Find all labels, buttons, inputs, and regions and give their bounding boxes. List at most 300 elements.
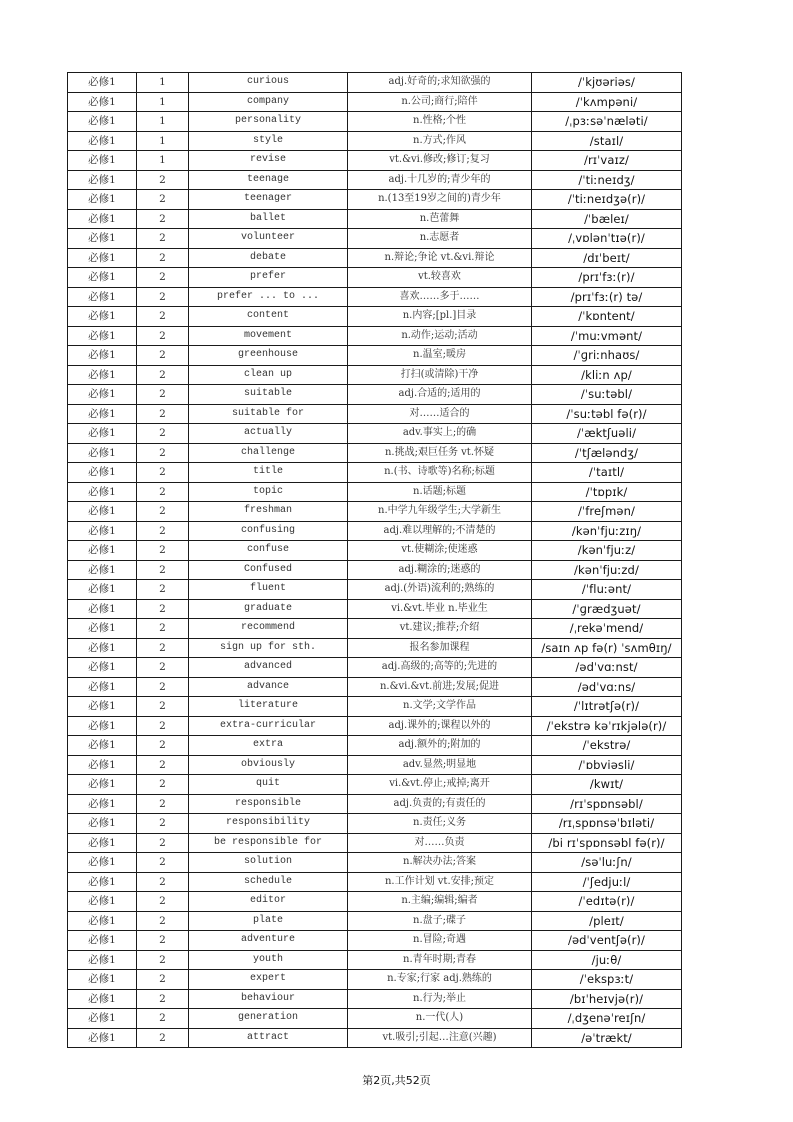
cell-textbook: 必修1 [68, 248, 137, 268]
table-row [68, 697, 682, 717]
table-row [68, 541, 682, 561]
table-row [68, 73, 682, 93]
cell-word: personality [189, 112, 348, 132]
cell-phonetic: /ˈkʌmpəni/ [532, 92, 682, 112]
cell-phonetic: /ˈedɪtə(r)/ [532, 892, 682, 912]
cell-meaning: n.动作;运动;活动 [348, 326, 532, 346]
cell-meaning: n.解决办法;答案 [348, 853, 532, 873]
cell-phonetic: /ədˈvɑːnst/ [532, 658, 682, 678]
table-row [68, 482, 682, 502]
cell-unit: 2 [137, 307, 189, 327]
cell-word: responsibility [189, 814, 348, 834]
cell-phonetic: /ˈɡriːnhaʊs/ [532, 346, 682, 366]
cell-phonetic: /ˈlɪtrətʃə(r)/ [532, 697, 682, 717]
cell-meaning: adj.难以理解的;不清楚的 [348, 521, 532, 541]
cell-textbook: 必修1 [68, 424, 137, 444]
cell-phonetic: /staɪl/ [532, 131, 682, 151]
cell-phonetic: /kənˈfjuːzɪŋ/ [532, 521, 682, 541]
table-row [68, 833, 682, 853]
table-row [68, 307, 682, 327]
cell-unit: 2 [137, 989, 189, 1009]
cell-unit: 1 [137, 112, 189, 132]
cell-meaning: n.专家;行家 adj.熟练的 [348, 970, 532, 990]
cell-meaning: adj.十几岁的;青少年的 [348, 170, 532, 190]
table-row [68, 112, 682, 132]
cell-word: generation [189, 1009, 348, 1029]
cell-phonetic: /ˌrekəˈmend/ [532, 619, 682, 639]
cell-unit: 2 [137, 268, 189, 288]
cell-word: confusing [189, 521, 348, 541]
cell-textbook: 必修1 [68, 385, 137, 405]
cell-phonetic: /kwɪt/ [532, 775, 682, 795]
table-row [68, 326, 682, 346]
cell-word: be responsible for [189, 833, 348, 853]
cell-phonetic: /bɪˈheɪvjə(r)/ [532, 989, 682, 1009]
cell-unit: 2 [137, 209, 189, 229]
cell-word: greenhouse [189, 346, 348, 366]
cell-textbook: 必修1 [68, 287, 137, 307]
cell-phonetic: /rɪˈspɒnsəbl/ [532, 794, 682, 814]
cell-meaning: adv.事实上;的确 [348, 424, 532, 444]
cell-textbook: 必修1 [68, 599, 137, 619]
cell-unit: 2 [137, 229, 189, 249]
table-row [68, 229, 682, 249]
cell-textbook: 必修1 [68, 638, 137, 658]
cell-meaning: n.芭蕾舞 [348, 209, 532, 229]
cell-word: prefer ... to ... [189, 287, 348, 307]
cell-meaning: n.内容;[pl.]目录 [348, 307, 532, 327]
cell-unit: 2 [137, 560, 189, 580]
cell-meaning: n.(13至19岁之间的)青少年 [348, 190, 532, 210]
table-row [68, 170, 682, 190]
cell-word: debate [189, 248, 348, 268]
cell-meaning: n.公司;商行;陪伴 [348, 92, 532, 112]
cell-meaning: n.工作计划 vt.安排;预定 [348, 872, 532, 892]
cell-phonetic: /ˈtʃæləndʒ/ [532, 443, 682, 463]
cell-textbook: 必修1 [68, 872, 137, 892]
cell-textbook: 必修1 [68, 794, 137, 814]
table-row [68, 365, 682, 385]
cell-word: solution [189, 853, 348, 873]
cell-textbook: 必修1 [68, 482, 137, 502]
cell-unit: 2 [137, 794, 189, 814]
table-row [68, 736, 682, 756]
cell-unit: 2 [137, 677, 189, 697]
table-row [68, 775, 682, 795]
table-row [68, 814, 682, 834]
cell-phonetic: /ˈfluːənt/ [532, 580, 682, 600]
table-row [68, 872, 682, 892]
cell-word: expert [189, 970, 348, 990]
cell-word: teenager [189, 190, 348, 210]
cell-word: plate [189, 911, 348, 931]
cell-unit: 2 [137, 443, 189, 463]
cell-phonetic: /ˈæktʃuəli/ [532, 424, 682, 444]
cell-meaning: n.责任;义务 [348, 814, 532, 834]
cell-textbook: 必修1 [68, 580, 137, 600]
cell-unit: 2 [137, 521, 189, 541]
cell-phonetic: /prɪˈfɜː(r) tə/ [532, 287, 682, 307]
cell-meaning: n.方式;作风 [348, 131, 532, 151]
table-row [68, 755, 682, 775]
cell-textbook: 必修1 [68, 151, 137, 171]
cell-phonetic: /ədˈventʃə(r)/ [532, 931, 682, 951]
cell-meaning: adj.糊涂的;迷惑的 [348, 560, 532, 580]
cell-unit: 1 [137, 151, 189, 171]
cell-textbook: 必修1 [68, 658, 137, 678]
cell-phonetic: /ˈbæleɪ/ [532, 209, 682, 229]
cell-phonetic: /ˈʃedjuːl/ [532, 872, 682, 892]
table-row [68, 424, 682, 444]
cell-unit: 2 [137, 482, 189, 502]
table-row [68, 463, 682, 483]
cell-textbook: 必修1 [68, 814, 137, 834]
cell-textbook: 必修1 [68, 170, 137, 190]
cell-phonetic: /ˈtiːneɪdʒə(r)/ [532, 190, 682, 210]
table-row [68, 716, 682, 736]
cell-textbook: 必修1 [68, 326, 137, 346]
cell-phonetic: /ˈtaɪtl/ [532, 463, 682, 483]
cell-textbook: 必修1 [68, 1028, 137, 1048]
cell-phonetic: /juːθ/ [532, 950, 682, 970]
cell-word: suitable [189, 385, 348, 405]
table-row [68, 970, 682, 990]
cell-meaning: n.主编;编辑;编者 [348, 892, 532, 912]
cell-textbook: 必修1 [68, 502, 137, 522]
cell-unit: 2 [137, 697, 189, 717]
cell-textbook: 必修1 [68, 365, 137, 385]
cell-unit: 1 [137, 131, 189, 151]
cell-meaning: vt.吸引;引起…注意(兴趣) [348, 1028, 532, 1048]
cell-meaning: adj.课外的;课程以外的 [348, 716, 532, 736]
cell-phonetic: /pleɪt/ [532, 911, 682, 931]
cell-textbook: 必修1 [68, 92, 137, 112]
cell-unit: 2 [137, 424, 189, 444]
cell-unit: 2 [137, 970, 189, 990]
cell-unit: 2 [137, 502, 189, 522]
table-row [68, 950, 682, 970]
cell-unit: 2 [137, 248, 189, 268]
cell-unit: 2 [137, 599, 189, 619]
table-row [68, 638, 682, 658]
cell-phonetic: /ˈekstrə/ [532, 736, 682, 756]
cell-unit: 2 [137, 736, 189, 756]
cell-textbook: 必修1 [68, 619, 137, 639]
table-row [68, 190, 682, 210]
cell-phonetic: /ˈkjʊəriəs/ [532, 73, 682, 93]
cell-meaning: adj.(外语)流利的;熟练的 [348, 580, 532, 600]
cell-unit: 2 [137, 541, 189, 561]
cell-textbook: 必修1 [68, 970, 137, 990]
cell-textbook: 必修1 [68, 229, 137, 249]
cell-word: freshman [189, 502, 348, 522]
cell-phonetic: /prɪˈfɜː(r)/ [532, 268, 682, 288]
cell-word: literature [189, 697, 348, 717]
cell-word: revise [189, 151, 348, 171]
cell-textbook: 必修1 [68, 463, 137, 483]
cell-unit: 2 [137, 385, 189, 405]
cell-word: behaviour [189, 989, 348, 1009]
cell-word: sign up for sth. [189, 638, 348, 658]
cell-word: obviously [189, 755, 348, 775]
table-row [68, 287, 682, 307]
cell-textbook: 必修1 [68, 307, 137, 327]
cell-textbook: 必修1 [68, 131, 137, 151]
table-row [68, 658, 682, 678]
cell-textbook: 必修1 [68, 521, 137, 541]
cell-phonetic: /ˈtɒpɪk/ [532, 482, 682, 502]
cell-textbook: 必修1 [68, 892, 137, 912]
cell-phonetic: /dɪˈbeɪt/ [532, 248, 682, 268]
cell-textbook: 必修1 [68, 541, 137, 561]
cell-word: youth [189, 950, 348, 970]
cell-textbook: 必修1 [68, 268, 137, 288]
vocabulary-table-body [68, 73, 682, 1048]
cell-meaning: vi.&vt.停止;戒掉;离开 [348, 775, 532, 795]
cell-unit: 2 [137, 755, 189, 775]
table-row [68, 599, 682, 619]
cell-unit: 1 [137, 92, 189, 112]
cell-meaning: n.文学;文学作品 [348, 697, 532, 717]
cell-word: ballet [189, 209, 348, 229]
cell-textbook: 必修1 [68, 853, 137, 873]
cell-phonetic: /əˈtrækt/ [532, 1028, 682, 1048]
cell-meaning: vt.较喜欢 [348, 268, 532, 288]
cell-word: volunteer [189, 229, 348, 249]
table-row [68, 151, 682, 171]
table-row [68, 619, 682, 639]
cell-meaning: n.冒险;奇遇 [348, 931, 532, 951]
cell-unit: 2 [137, 814, 189, 834]
table-row [68, 911, 682, 931]
cell-unit: 2 [137, 346, 189, 366]
cell-phonetic: /ˈkɒntent/ [532, 307, 682, 327]
cell-meaning: n.&vi.&vt.前进;发展;促进 [348, 677, 532, 697]
cell-unit: 2 [137, 619, 189, 639]
cell-word: style [189, 131, 348, 151]
cell-unit: 1 [137, 73, 189, 93]
cell-unit: 2 [137, 716, 189, 736]
cell-textbook: 必修1 [68, 112, 137, 132]
cell-meaning: vt.&vi.修改;修订;复习 [348, 151, 532, 171]
cell-phonetic: /ˌpɜːsəˈnæləti/ [532, 112, 682, 132]
cell-unit: 2 [137, 190, 189, 210]
cell-word: company [189, 92, 348, 112]
cell-phonetic: /ˈekstrə kəˈrɪkjələ(r)/ [532, 716, 682, 736]
cell-word: schedule [189, 872, 348, 892]
cell-textbook: 必修1 [68, 209, 137, 229]
table-row [68, 346, 682, 366]
cell-phonetic: /kənˈfjuːz/ [532, 541, 682, 561]
cell-unit: 2 [137, 950, 189, 970]
cell-meaning: adj.合适的;适用的 [348, 385, 532, 405]
cell-phonetic: /ˈɡrædʒuət/ [532, 599, 682, 619]
cell-word: Confused [189, 560, 348, 580]
cell-meaning: n.性格;个性 [348, 112, 532, 132]
cell-unit: 2 [137, 580, 189, 600]
cell-word: title [189, 463, 348, 483]
cell-textbook: 必修1 [68, 989, 137, 1009]
cell-unit: 2 [137, 833, 189, 853]
cell-word: clean up [189, 365, 348, 385]
page-number: 第2页,共52页 [362, 1074, 431, 1087]
cell-word: confuse [189, 541, 348, 561]
cell-unit: 2 [137, 853, 189, 873]
cell-word: advance [189, 677, 348, 697]
cell-phonetic: /ˌdʒenəˈreɪʃn/ [532, 1009, 682, 1029]
cell-textbook: 必修1 [68, 736, 137, 756]
cell-word: actually [189, 424, 348, 444]
table-row [68, 443, 682, 463]
cell-meaning: n.一代(人) [348, 1009, 532, 1029]
cell-textbook: 必修1 [68, 755, 137, 775]
cell-word: teenage [189, 170, 348, 190]
table-row [68, 892, 682, 912]
table-row [68, 502, 682, 522]
cell-textbook: 必修1 [68, 950, 137, 970]
cell-unit: 2 [137, 931, 189, 951]
table-row [68, 794, 682, 814]
cell-phonetic: /ˈsuːtəbl fə(r)/ [532, 404, 682, 424]
cell-unit: 2 [137, 892, 189, 912]
table-row [68, 1028, 682, 1048]
cell-meaning: 对……负责 [348, 833, 532, 853]
cell-word: attract [189, 1028, 348, 1048]
table-row [68, 853, 682, 873]
cell-unit: 2 [137, 872, 189, 892]
cell-unit: 2 [137, 775, 189, 795]
cell-textbook: 必修1 [68, 404, 137, 424]
table-row [68, 560, 682, 580]
cell-word: challenge [189, 443, 348, 463]
cell-meaning: adj.额外的;附加的 [348, 736, 532, 756]
cell-word: quit [189, 775, 348, 795]
cell-word: recommend [189, 619, 348, 639]
cell-word: graduate [189, 599, 348, 619]
cell-unit: 2 [137, 404, 189, 424]
cell-meaning: adv.显然;明显地 [348, 755, 532, 775]
cell-textbook: 必修1 [68, 677, 137, 697]
cell-word: curious [189, 73, 348, 93]
table-row [68, 1009, 682, 1029]
cell-meaning: n.中学九年级学生;大学新生 [348, 502, 532, 522]
cell-meaning: vt.建议;推荐;介绍 [348, 619, 532, 639]
cell-textbook: 必修1 [68, 775, 137, 795]
cell-unit: 2 [137, 326, 189, 346]
cell-phonetic: /ˈɒbviəsli/ [532, 755, 682, 775]
cell-phonetic: /ˈmuːvmənt/ [532, 326, 682, 346]
cell-word: editor [189, 892, 348, 912]
cell-textbook: 必修1 [68, 190, 137, 210]
table-row [68, 248, 682, 268]
cell-meaning: n.温室;暖房 [348, 346, 532, 366]
cell-unit: 2 [137, 1028, 189, 1048]
cell-meaning: 报名参加课程 [348, 638, 532, 658]
cell-meaning: adj.好奇的;求知欲强的 [348, 73, 532, 93]
cell-meaning: n.盘子;碟子 [348, 911, 532, 931]
cell-meaning: adj.高级的;高等的;先进的 [348, 658, 532, 678]
cell-phonetic: /ˈtiːneɪdʒ/ [532, 170, 682, 190]
cell-meaning: n.挑战;艰巨任务 vt.怀疑 [348, 443, 532, 463]
cell-word: prefer [189, 268, 348, 288]
table-row [68, 521, 682, 541]
cell-textbook: 必修1 [68, 833, 137, 853]
cell-phonetic: /səˈluːʃn/ [532, 853, 682, 873]
cell-meaning: n.话题;标题 [348, 482, 532, 502]
cell-word: advanced [189, 658, 348, 678]
cell-meaning: vi.&vt.毕业 n.毕业生 [348, 599, 532, 619]
cell-word: extra [189, 736, 348, 756]
cell-meaning: n.(书、诗歌等)名称;标题 [348, 463, 532, 483]
cell-phonetic: /ˈekspɜːt/ [532, 970, 682, 990]
cell-meaning: n.行为;举止 [348, 989, 532, 1009]
cell-phonetic: /kənˈfjuːzd/ [532, 560, 682, 580]
cell-unit: 2 [137, 911, 189, 931]
cell-textbook: 必修1 [68, 716, 137, 736]
cell-unit: 2 [137, 170, 189, 190]
cell-phonetic: /rɪˌspɒnsəˈbɪləti/ [532, 814, 682, 834]
cell-meaning: 喜欢……多于…… [348, 287, 532, 307]
vocabulary-table [67, 72, 682, 1048]
cell-phonetic: /rɪˈvaɪz/ [532, 151, 682, 171]
cell-word: extra-curricular [189, 716, 348, 736]
cell-unit: 2 [137, 463, 189, 483]
cell-unit: 2 [137, 658, 189, 678]
cell-textbook: 必修1 [68, 697, 137, 717]
cell-word: fluent [189, 580, 348, 600]
cell-phonetic: /bi rɪˈspɒnsəbl fə(r)/ [532, 833, 682, 853]
cell-word: content [189, 307, 348, 327]
table-row [68, 385, 682, 405]
cell-textbook: 必修1 [68, 1009, 137, 1029]
cell-phonetic: /ˈsuːtəbl/ [532, 385, 682, 405]
cell-meaning: 对……适合的 [348, 404, 532, 424]
cell-word: movement [189, 326, 348, 346]
cell-unit: 2 [137, 365, 189, 385]
cell-phonetic: /ədˈvɑːns/ [532, 677, 682, 697]
table-row [68, 209, 682, 229]
cell-meaning: n.青年时期;青春 [348, 950, 532, 970]
table-row [68, 92, 682, 112]
cell-phonetic: /saɪn ʌp fə(r) ˈsʌmθɪŋ/ [532, 638, 682, 658]
cell-word: responsible [189, 794, 348, 814]
cell-phonetic: /kliːn ʌp/ [532, 365, 682, 385]
cell-textbook: 必修1 [68, 911, 137, 931]
cell-meaning: n.辩论;争论 vt.&vi.辩论 [348, 248, 532, 268]
table-row [68, 931, 682, 951]
table-row [68, 580, 682, 600]
cell-meaning: adj.负责的;有责任的 [348, 794, 532, 814]
cell-textbook: 必修1 [68, 931, 137, 951]
cell-phonetic: /ˈfreʃmən/ [532, 502, 682, 522]
cell-unit: 2 [137, 287, 189, 307]
cell-meaning: 打扫(或清除)干净 [348, 365, 532, 385]
cell-textbook: 必修1 [68, 346, 137, 366]
cell-unit: 2 [137, 638, 189, 658]
cell-phonetic: /ˌvɒlənˈtɪə(r)/ [532, 229, 682, 249]
table-row [68, 268, 682, 288]
table-row [68, 131, 682, 151]
table-row [68, 404, 682, 424]
cell-textbook: 必修1 [68, 560, 137, 580]
cell-meaning: n.志愿者 [348, 229, 532, 249]
cell-meaning: vt.使糊涂;使迷惑 [348, 541, 532, 561]
cell-word: topic [189, 482, 348, 502]
table-row [68, 677, 682, 697]
cell-unit: 2 [137, 1009, 189, 1029]
table-row [68, 989, 682, 1009]
cell-word: adventure [189, 931, 348, 951]
